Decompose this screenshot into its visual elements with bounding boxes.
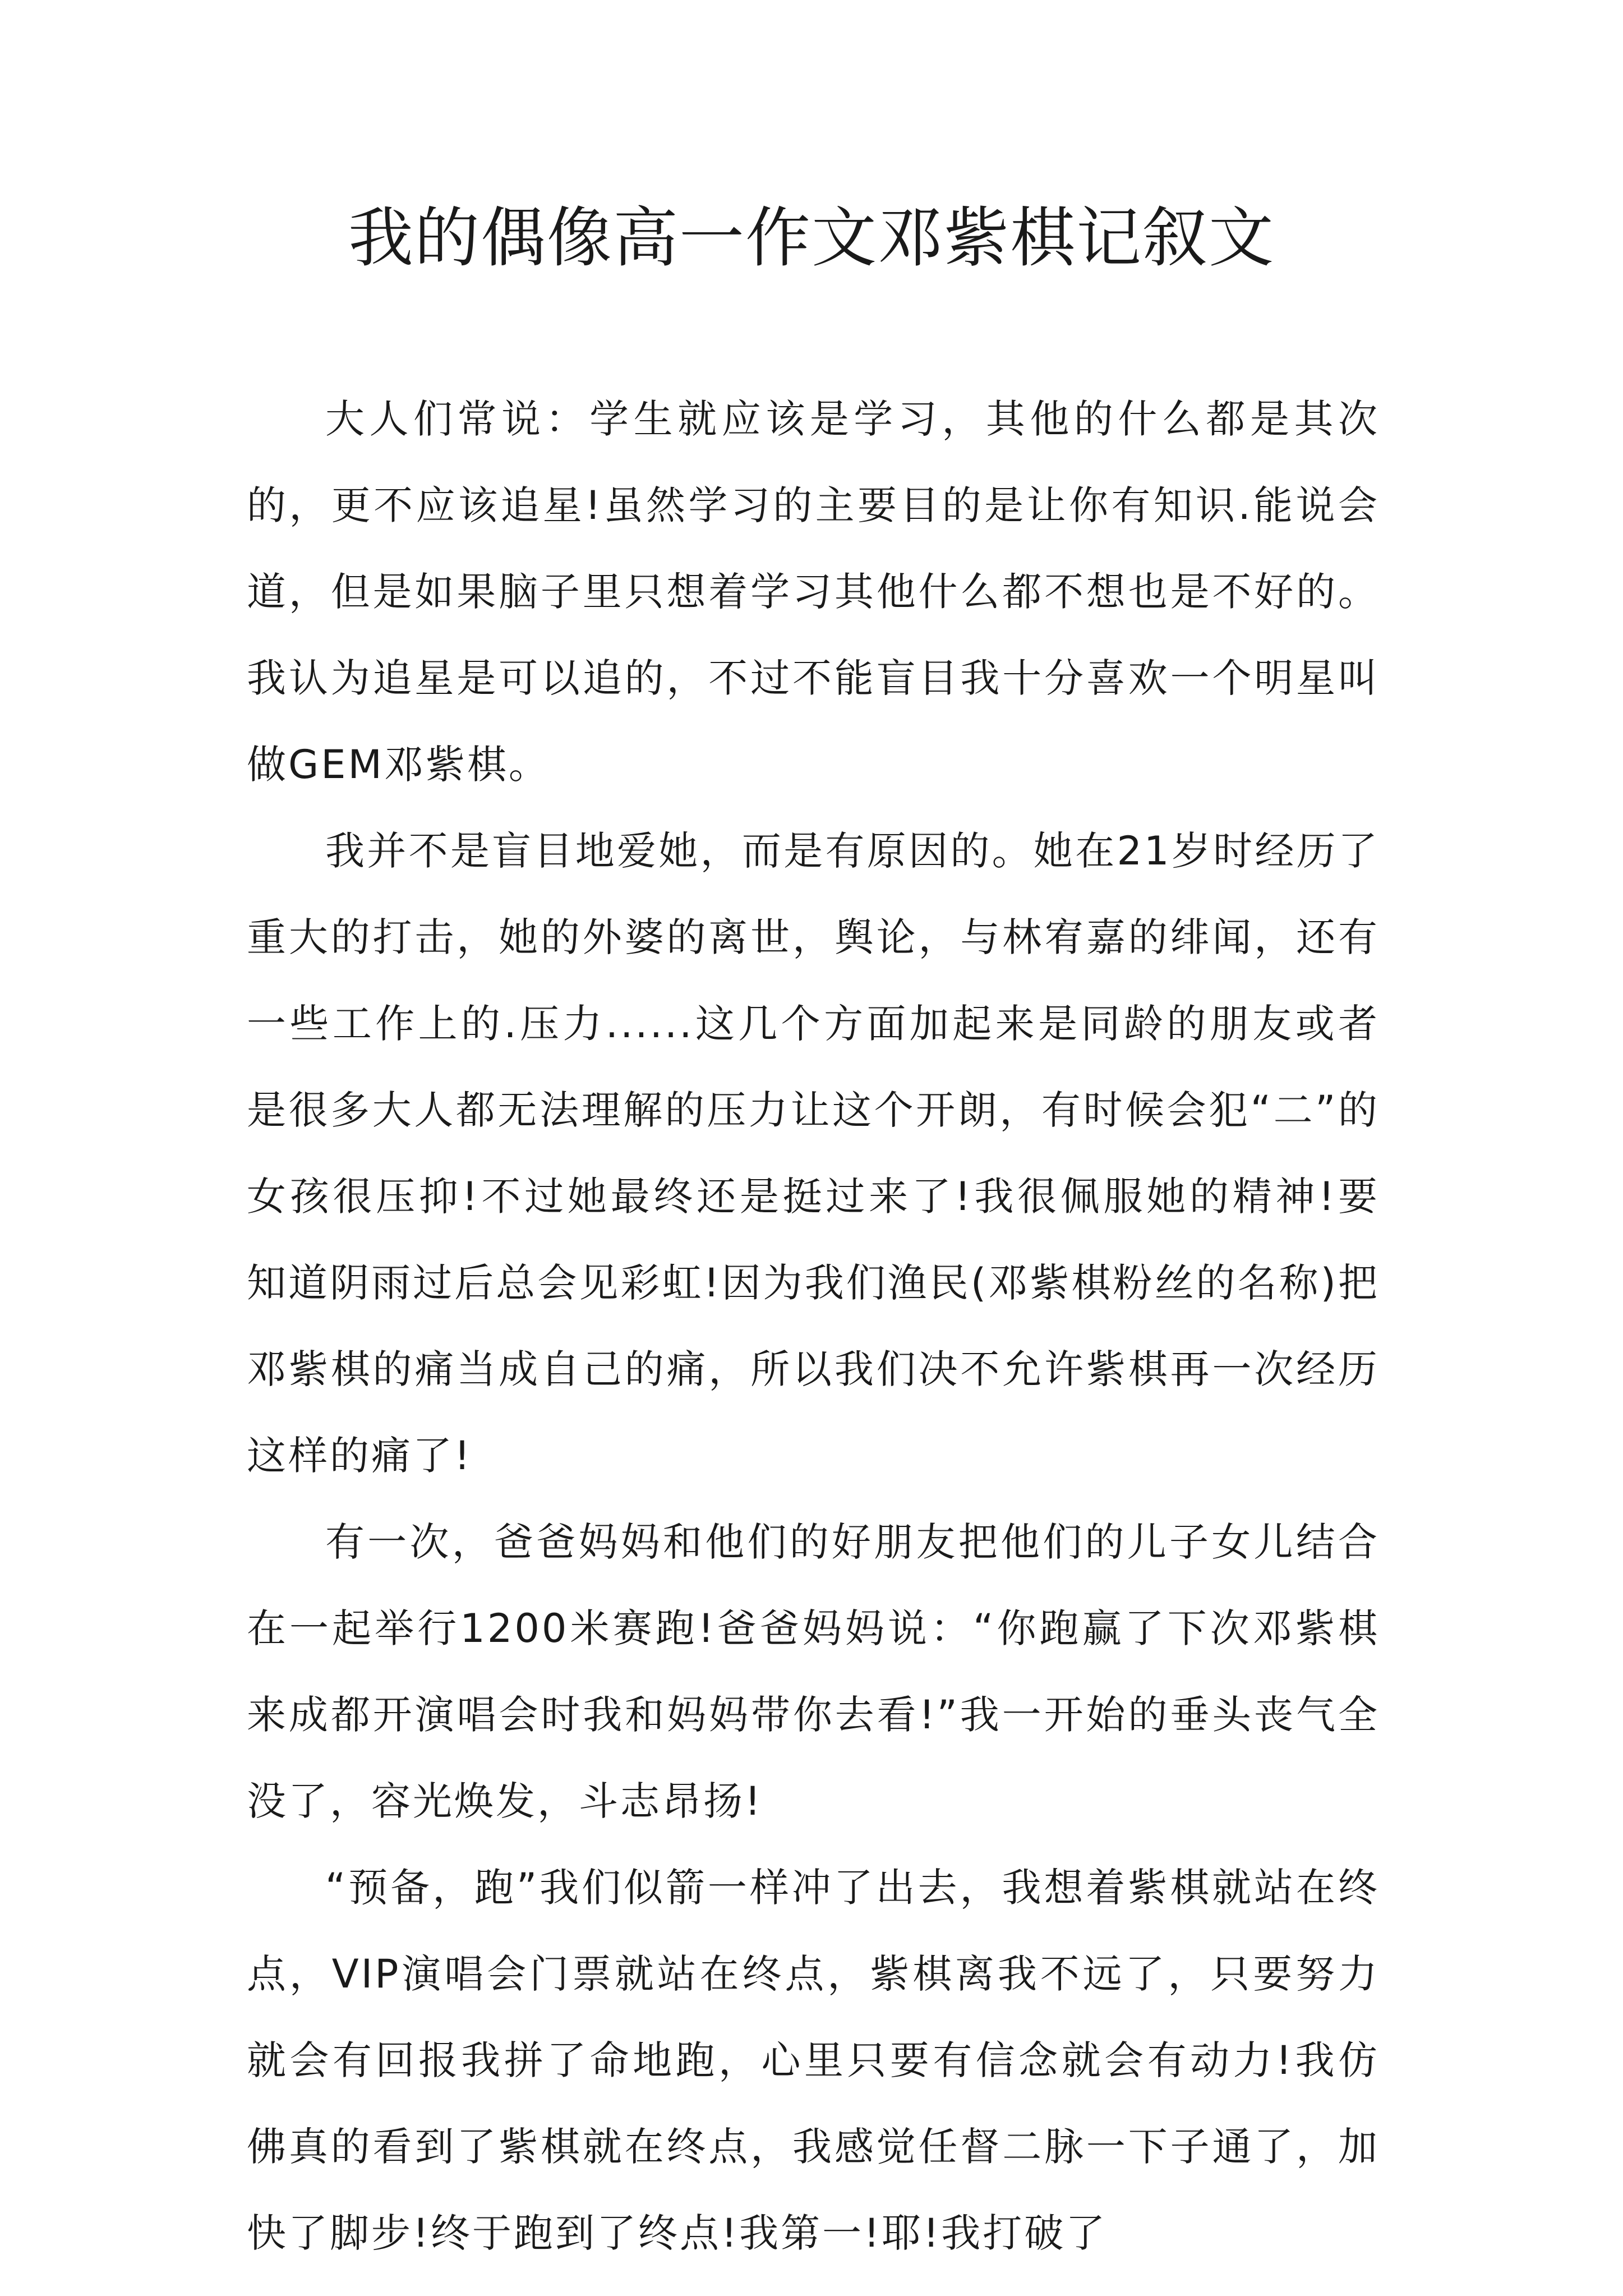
- paragraph: 有一次，爸爸妈妈和他们的好朋友把他们的儿子女儿结合在一起举行1200米赛跑!爸爸妈妈说：“你跑赢了下次邓紫棋来成都开演唱会时我和妈妈带你去看!”我一开始的垂头丧气全没了，容光焕发，斗志昂扬!: [247, 1519, 1380, 1824]
- paragraph: “预备，跑”我们似箭一样冲了出去，我想着紫棋就站在终点，VIP演唱会门票就站在终点，紫棋离我不远了，只要努力就会有回报我拼了命地跑，心里只要有信念就会有动力!我仿佛真的看到了紫棋就在终点，我感觉任督二脉一下子通了，加快了脚步!终于跑到了终点!我第一!耶!我打破了: [247, 1865, 1380, 2256]
- document-body: [247, 376, 1380, 2276]
- paragraph: 我并不是盲目地爱她，而是有原因的。她在21岁时经历了重大的打击，她的外婆的离世，舆论，与林宥嘉的绯闻，还有一些工作上的.压力......这几个方面加起来是同龄的朋友或者是很多大人都无法理解的压力让这个开朗，有时候会犯“二”的女孩很压抑!不过她最终还是挺过来了!我很佩服她的精神!要知道阴雨过后总会见彩虹!因为我们渔民(邓紫棋粉丝的名称)把邓紫棋的痛当成自己的痛，所以我们决不允许紫棋再一次经历这样的痛了!: [247, 828, 1380, 1479]
- document-title: 我的偶像高一作文邓紫棋记叙文: [348, 200, 1275, 276]
- paragraph: 大人们常说：学生就应该是学习，其他的什么都是其次的，更不应该追星!虽然学习的主要目的是让你有知识.能说会道，但是如果脑子里只想着学习其他什么都不想也是不好的。我认为追星是可以追的，不过不能盲目我十分喜欢一个明星叫做GEM邓紫棋。: [247, 396, 1380, 788]
